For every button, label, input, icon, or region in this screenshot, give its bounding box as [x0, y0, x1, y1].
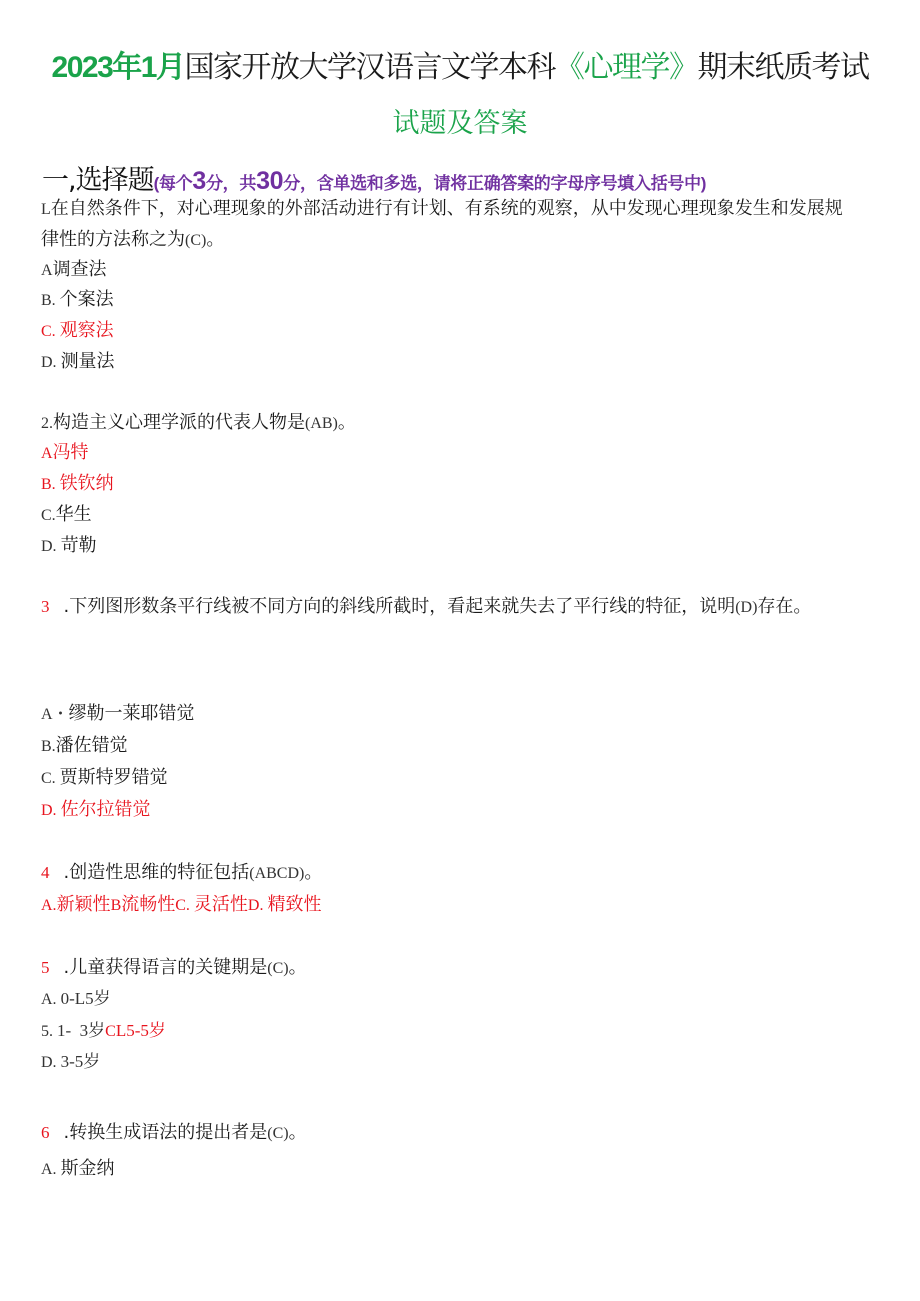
title-middle: 国家开放大学汉语言文学本科 — [184, 50, 555, 85]
option: A・缪勒一莱耶错觉 — [41, 703, 195, 724]
answer-paren: (AB) — [305, 415, 338, 432]
document-title — [0, 50, 920, 86]
option: A调查法 — [41, 259, 107, 280]
answer-paren: (C) — [267, 960, 289, 977]
section-note: (每个3分，共30分，含单选和多选，请将正确答案的字母序号填入括号中) — [153, 167, 707, 195]
option: B. 个案法 — [41, 289, 114, 310]
title-end: 期末纸质考试 — [697, 50, 869, 85]
option: B.潘佐错觉 — [41, 735, 128, 756]
question-2-stem: 2.构造主义心理学派的代表人物是(AB)。 — [41, 412, 356, 433]
option: D. 测量法 — [41, 351, 115, 372]
options-inline-correct: A.新颖性B流畅性C. 灵活性D. 精致性 — [41, 894, 322, 915]
section-heading — [42, 158, 706, 197]
option: A. 斯金纳 — [41, 1158, 115, 1179]
option-correct: A冯特 — [41, 442, 89, 463]
question-6-stem: 6 .转换生成语法的提出者是(C)。 — [41, 1122, 307, 1143]
option-correct: B. 铁钦纳 — [41, 473, 114, 494]
question-4-stem: 4 .创造性思维的特征包括(ABCD)。 — [41, 862, 323, 883]
question-5-stem: 5 .儿童获得语言的关键期是(C)。 — [41, 957, 307, 978]
answer-paren: (C) — [185, 232, 207, 249]
title-year-month: 2023年1月 — [51, 51, 185, 84]
question-1-stem-line2: 律性的方法称之为(C)。 — [41, 229, 225, 250]
answer-paren: (ABCD) — [249, 865, 305, 882]
question-1-stem-line1: L在自然条件下，对心理现象的外部活动进行有计划、有系统的观察，从中发现心理现象发生和发展规 — [41, 198, 843, 219]
option-correct: D. 佐尔拉错觉 — [41, 799, 151, 820]
option-pair: 5. 1- 3岁CL5-5岁 — [41, 1021, 166, 1040]
answer-paren: (C) — [267, 1125, 289, 1142]
question-3-stem: 3 .下列图形数条平行线被不同方向的斜线所截时，看起来就失去了平行线的特征，说明(D)存在。 — [41, 596, 812, 617]
section-title: 一,选择题 — [42, 165, 154, 196]
title-course: 《心理学》 — [554, 50, 698, 85]
option: A. 0-L5岁 — [41, 989, 111, 1008]
option: C.华生 — [41, 504, 92, 525]
option: D. 3-5岁 — [41, 1052, 101, 1071]
option: C. 贾斯特罗错觉 — [41, 767, 168, 788]
option: D. 苛勒 — [41, 535, 97, 556]
answer-paren: (D) — [735, 599, 758, 616]
document-subtitle: 试题及答案 — [392, 108, 528, 139]
option-correct: C. 观察法 — [41, 320, 114, 341]
option-correct: CL5-5岁 — [105, 1021, 166, 1040]
